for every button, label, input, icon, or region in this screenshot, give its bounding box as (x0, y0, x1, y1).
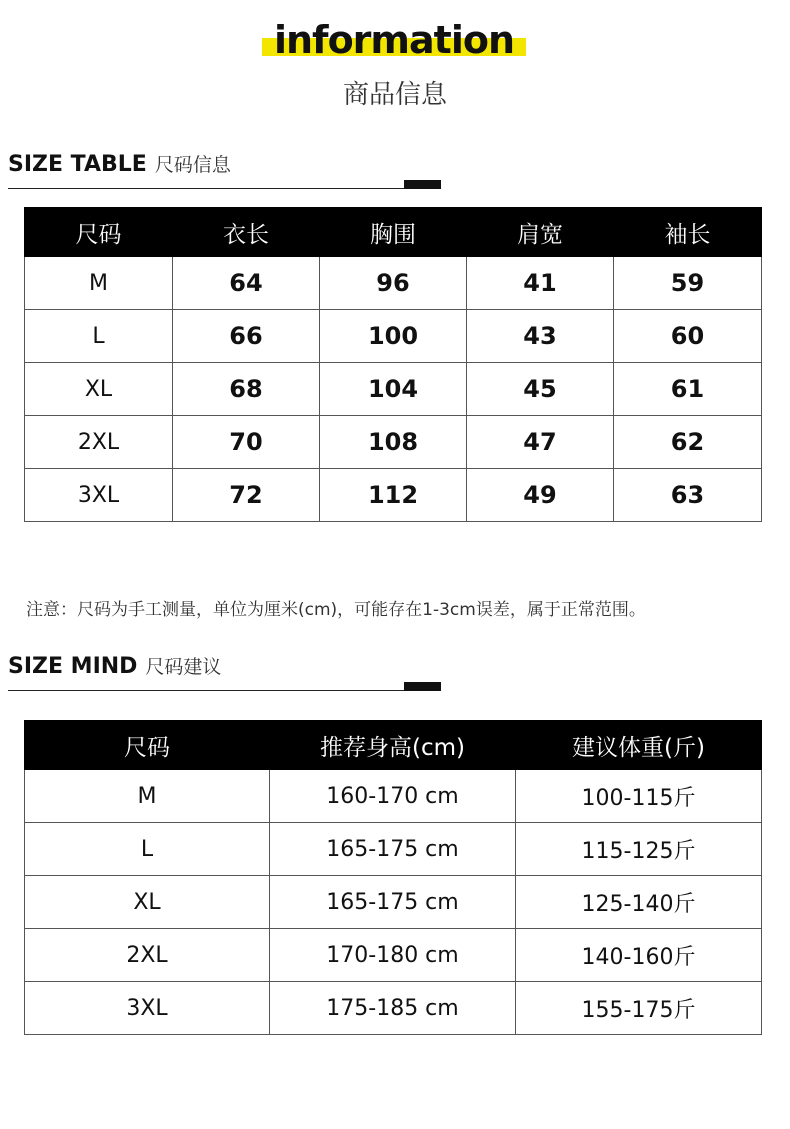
table-cell: 96 (320, 257, 467, 310)
size-mind-header-row (25, 721, 762, 770)
page-subtitle: 商品信息 (342, 80, 447, 110)
table-cell: 70 (173, 416, 320, 469)
table-cell: 41 (467, 257, 614, 310)
size-mind-header-cell: 推荐身高(cm) (270, 721, 516, 770)
table-cell: 115-125斤 (516, 823, 762, 876)
table-cell: 45 (467, 363, 614, 416)
size-mind-table (24, 720, 762, 1035)
table-cell: 170-180 cm (270, 929, 516, 982)
table-row (25, 257, 762, 310)
table-cell: 43 (467, 310, 614, 363)
table-cell: 49 (467, 469, 614, 522)
table-cell: 62 (614, 416, 762, 469)
table-cell: 64 (173, 257, 320, 310)
size-label-cell: XL (25, 363, 173, 416)
size-mind-title-en: SIZE MIND (8, 654, 138, 679)
size-label-cell: 2XL (25, 929, 270, 982)
size-table-header-cell: 衣长 (173, 208, 320, 257)
table-cell: 47 (467, 416, 614, 469)
table-row (25, 876, 762, 929)
table-cell: 140-160斤 (516, 929, 762, 982)
size-table-header-row (25, 208, 762, 257)
table-cell: 100 (320, 310, 467, 363)
size-table-underline (8, 188, 408, 189)
header (0, 0, 790, 120)
size-table-header-cell: 袖长 (614, 208, 762, 257)
size-mind-header-cell: 建议体重(斤) (516, 721, 762, 770)
table-row (25, 469, 762, 522)
table-row (25, 770, 762, 823)
table-cell: 160-170 cm (270, 770, 516, 823)
table-row (25, 310, 762, 363)
table-row (25, 823, 762, 876)
table-cell: 68 (173, 363, 320, 416)
size-label-cell: 3XL (25, 982, 270, 1035)
size-label-cell: M (25, 770, 270, 823)
title-banner (262, 18, 526, 64)
size-label-cell: 2XL (25, 416, 173, 469)
table-cell: 108 (320, 416, 467, 469)
table-cell: 104 (320, 363, 467, 416)
size-label-cell: 3XL (25, 469, 173, 522)
size-table-title-en: SIZE TABLE (8, 152, 147, 177)
table-cell: 165-175 cm (270, 876, 516, 929)
table-cell: 112 (320, 469, 467, 522)
size-mind-header-cell: 尺码 (25, 721, 270, 770)
size-mind-underline-accent (404, 682, 441, 691)
table-cell: 125-140斤 (516, 876, 762, 929)
table-cell: 61 (614, 363, 762, 416)
table-cell: 72 (173, 469, 320, 522)
size-label-cell: L (25, 823, 270, 876)
page-title: information (273, 18, 515, 62)
measurement-note: 注意：尺码为手工测量，单位为厘米(cm)，可能存在1-3cm误差，属于正常范围。 (26, 600, 646, 620)
table-row (25, 416, 762, 469)
size-table (24, 207, 762, 522)
table-row (25, 363, 762, 416)
size-table-header-cell: 胸围 (320, 208, 467, 257)
size-mind-title-cn: 尺码建议 (145, 656, 222, 678)
size-table-title-cn: 尺码信息 (154, 154, 231, 176)
size-table-header-cell: 肩宽 (467, 208, 614, 257)
size-label-cell: XL (25, 876, 270, 929)
table-cell: 165-175 cm (270, 823, 516, 876)
size-table-underline-accent (404, 180, 441, 189)
table-row (25, 982, 762, 1035)
table-cell: 59 (614, 257, 762, 310)
size-label-cell: L (25, 310, 173, 363)
size-mind-underline (8, 690, 408, 691)
table-cell: 66 (173, 310, 320, 363)
table-cell: 60 (614, 310, 762, 363)
size-table-header-cell: 尺码 (25, 208, 173, 257)
table-cell: 175-185 cm (270, 982, 516, 1035)
table-row (25, 929, 762, 982)
table-cell: 155-175斤 (516, 982, 762, 1035)
table-cell: 63 (614, 469, 762, 522)
table-cell: 100-115斤 (516, 770, 762, 823)
size-label-cell: M (25, 257, 173, 310)
